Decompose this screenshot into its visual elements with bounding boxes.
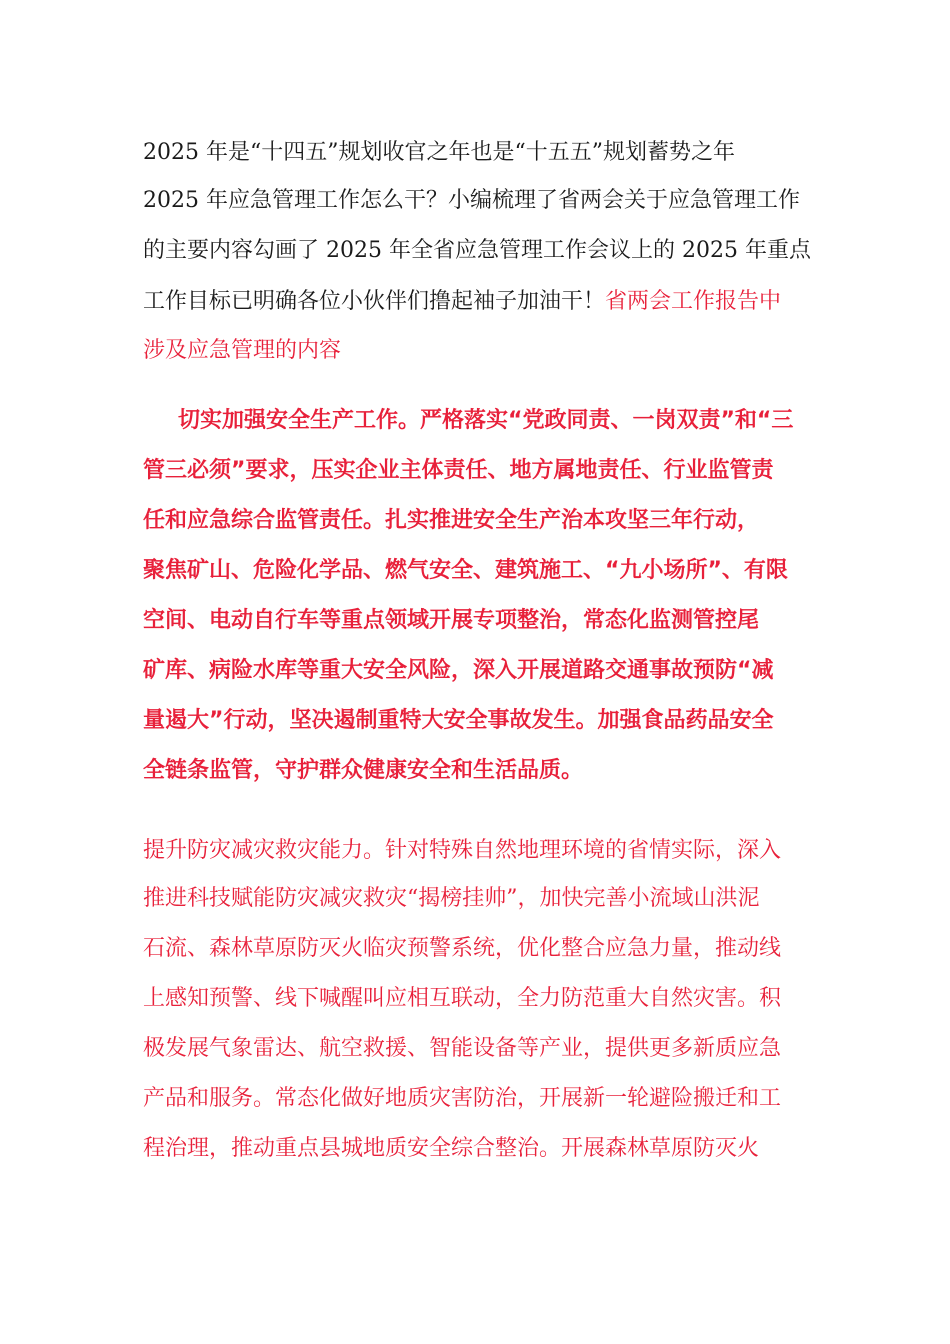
section1-line-4: 聚焦矿山、危险化学品、燃气安全、建筑施工、“九小场所”、有限 xyxy=(143,558,788,583)
section2-line-6: 产品和服务。常态化做好地质灾害防治，开展新一轮避险搬迁和工 xyxy=(143,1086,782,1111)
section2-line-1: 提升防灾减灾救灾能力。针对特殊自然地理环境的省情实际，深入 xyxy=(143,838,782,863)
section-heading-part-1: 省两会工作报告中 xyxy=(605,289,782,314)
intro-line-1: 2025 年是“十四五”规划收官之年也是“十五五”规划蓄势之年 xyxy=(143,140,735,165)
section2-line-5: 极发展气象雷达、航空救援、智能设备等产业，提供更多新质应急 xyxy=(143,1036,782,1061)
section1-line-6: 矿库、病险水库等重大安全风险，深入开展道路交通事故预防“减 xyxy=(143,658,774,683)
intro-line-3: 的主要内容勾画了 2025 年全省应急管理工作会议上的 2025 年重点 xyxy=(143,238,811,263)
section-heading-part-2: 涉及应急管理的内容 xyxy=(143,338,342,363)
section1-line-7: 量遏大”行动，坚决遏制重特大安全事故发生。加强食品药品安全 xyxy=(143,708,774,733)
intro-line-4-text: 工作目标已明确各位小伙伴们撸起袖子加油干！ xyxy=(143,289,606,314)
section2-line-3: 石流、森林草原防灭火临灾预警系统，优化整合应急力量，推动线 xyxy=(143,936,782,961)
section1-line-1: 切实加强安全生产工作。严格落实“党政同责、一岗双责”和“三 xyxy=(178,408,794,433)
section1-line-2: 管三必须”要求，压实企业主体责任、地方属地责任、行业监管责 xyxy=(143,458,774,483)
section1-line-5: 空间、电动自行车等重点领域开展专项整治，常态化监测管控尾 xyxy=(143,608,760,633)
section2-line-2: 推进科技赋能防灾减灾救灾“揭榜挂帅”，加快完善小流域山洪泥 xyxy=(143,886,760,911)
section2-line-7: 程治理，推动重点县城地质安全综合整治。开展森林草原防灭火 xyxy=(143,1136,760,1161)
intro-line-4 xyxy=(143,286,781,317)
section2-line-4: 上感知预警、线下喊醒叫应相互联动，全力防范重大自然灾害。积 xyxy=(143,986,782,1011)
intro-line-2: 2025 年应急管理工作怎么干？小编梳理了省两会关于应急管理工作 xyxy=(143,188,800,213)
section1-line-8: 全链条监管，守护群众健康安全和生活品质。 xyxy=(143,758,584,783)
section1-line-3: 任和应急综合监管责任。扎实推进安全生产治本攻坚三年行动， xyxy=(143,508,760,533)
